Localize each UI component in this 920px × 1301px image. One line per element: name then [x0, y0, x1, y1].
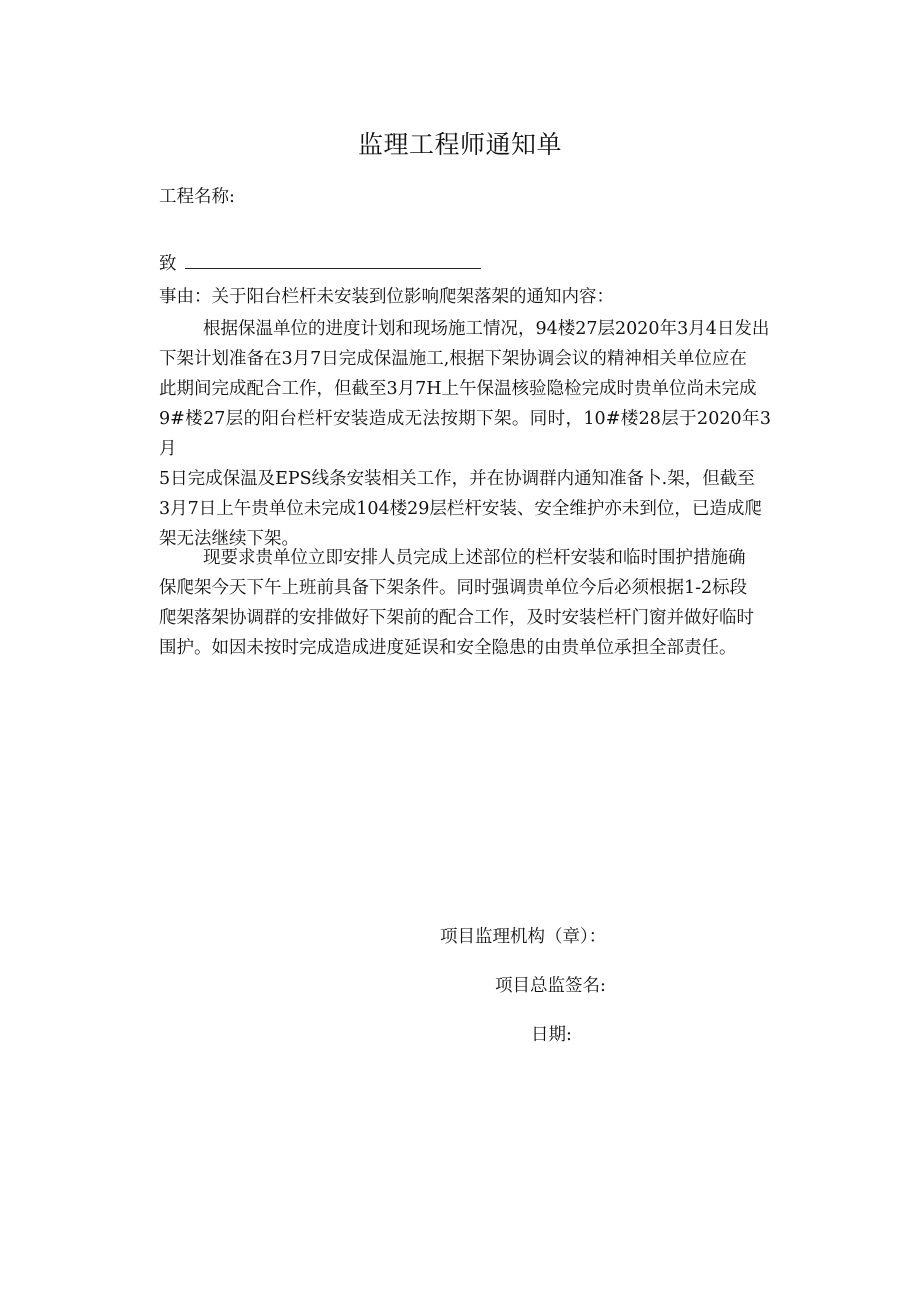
- paragraph-1-line: 下架计划准备在3月7日完成保温施工,根据下架协调会议的精神相关单位应在: [159, 349, 747, 369]
- project-name-label: 工程名称:: [159, 187, 235, 207]
- notice-paragraph-1: [159, 314, 771, 554]
- paragraph-2-line: 围护。如因未按时完成造成进度延误和安全隐患的由贵单位承担全部责任。: [159, 638, 737, 658]
- paragraph-1-line: 架无法继续下架。: [159, 529, 299, 549]
- recipient-row: [159, 250, 481, 277]
- paragraph-2-line: 保爬架今天下午上班前具备下架条件。同时强调贵单位今后必须根据1-2标段: [159, 578, 748, 598]
- paragraph-2-line: 现要求贵单位立即安排人员完成上述部位的栏杆安装和临时围护措施确: [203, 548, 746, 568]
- notice-paragraph-2: [159, 543, 771, 663]
- paragraph-1-line: 根据保温单位的进度计划和现场施工情况，94楼27层2020年3月4日发出: [203, 319, 770, 339]
- paragraph-1-line: 此期间完成配合工作，但截至3月7H上午保温核验隐检完成时贵单位尚未完成: [159, 379, 757, 399]
- paragraph-1-line: 9#楼27层的阳台栏杆安装造成无法按期下架。同时，10#楼28层于2020年3月: [159, 409, 771, 459]
- paragraph-1-line: 3月7日上午贵单位未完成104楼29层栏杆安装、安全维护亦未到位，已造成爬: [159, 499, 762, 519]
- document-title: 监理工程师通知单: [357, 130, 562, 159]
- date-label: 日期:: [531, 1025, 572, 1045]
- supervision-org-seal-label: 项目监理机构（章）：: [440, 927, 607, 947]
- subject-line: 事由：关于阳台栏杆未安装到位影响爬架落架的通知内容：: [159, 287, 614, 307]
- chief-supervisor-signature-label: 项目总监签名:: [495, 976, 606, 996]
- recipient-blank-line: [185, 250, 481, 269]
- paragraph-1-line: 5日完成保温及EPS线条安装相关工作，并在协调群内通知准备卜.架，但截至: [159, 469, 755, 489]
- recipient-label: 致: [159, 254, 177, 274]
- paragraph-2-line: 爬架落架协调群的安排做好下架前的配合工作，及时安装栏杆门窗并做好临时: [159, 608, 754, 628]
